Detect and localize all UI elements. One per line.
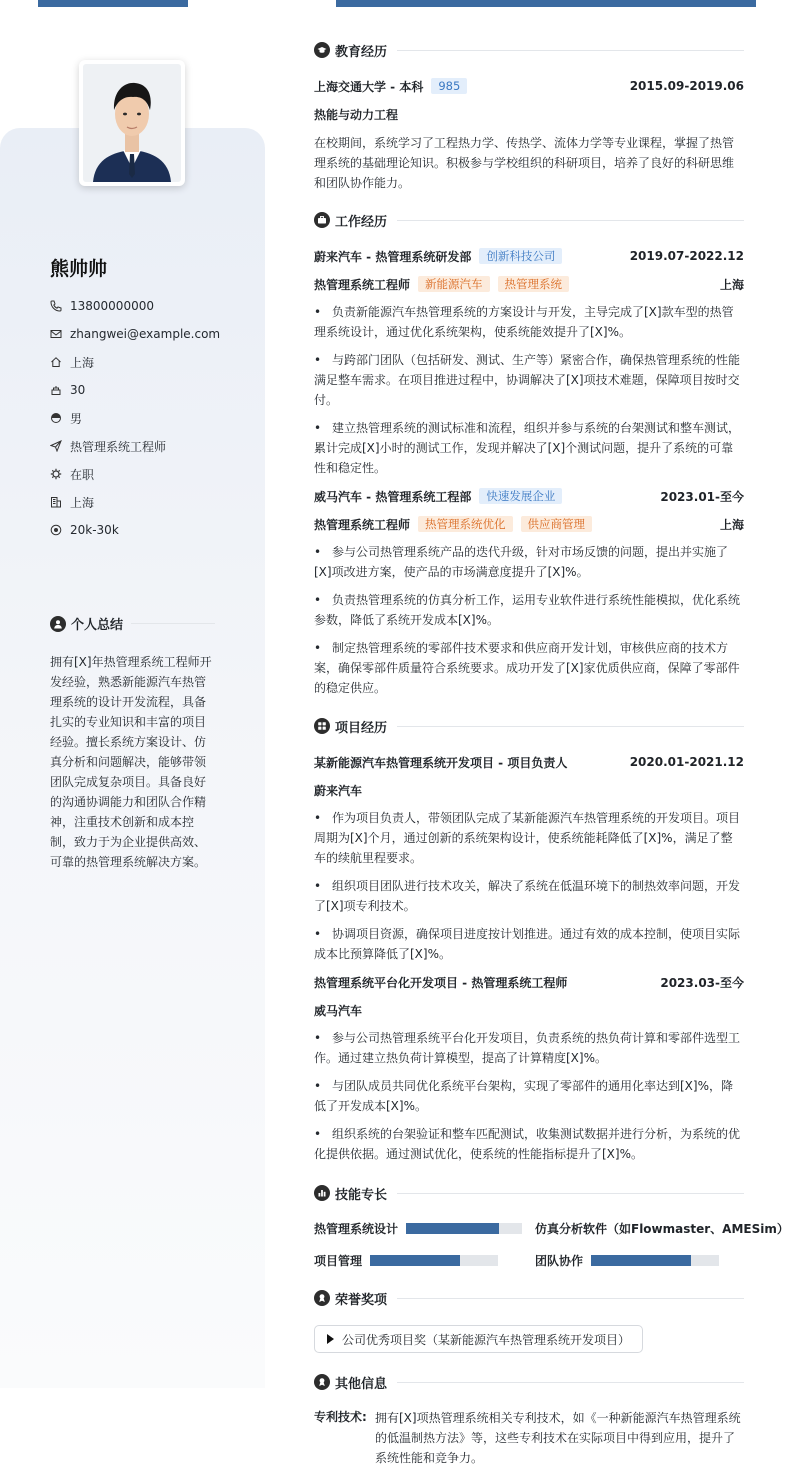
major: 热能与动力工程	[314, 107, 399, 122]
honors-heading	[314, 1285, 744, 1311]
home-icon	[50, 356, 62, 368]
skill-item	[314, 1220, 522, 1237]
triangle-right-icon	[327, 1334, 334, 1344]
summary-text: 拥有[X]年热管理系统工程师开发经验，熟悉新能源汽车热管理系统的设计开发流程，具备扎实的专业知识和丰富的项目经验。擅长系统方案设计、仿真分析和问题解决，能够带领团队完成复杂项目。具备良好的沟通协调能力和团队合作精神，注重技术创新和成本控制，致力于为企业提供高效、可靠的热管理系统解决方案。	[50, 655, 212, 869]
summary-title: 个人总结	[71, 618, 124, 633]
award-icon	[314, 1290, 330, 1306]
education-period: 2015.09-2019.06	[629, 79, 744, 93]
contact-gender-text: 男	[70, 411, 83, 426]
skill-bar-fill	[406, 1223, 499, 1234]
bar-chart-icon	[314, 1185, 330, 1201]
contact-gender	[50, 404, 250, 432]
project-company-row	[314, 1000, 744, 1020]
project-period: 2020.01-2021.12	[629, 755, 744, 769]
job-period: 2019.07-2022.12	[629, 249, 744, 263]
award-item[interactable]	[314, 1325, 643, 1353]
divider	[397, 726, 744, 727]
project-bullets	[314, 1028, 744, 1172]
divider	[397, 220, 744, 221]
job-city: 上海	[719, 277, 744, 292]
project-company: 威马汽车	[314, 1003, 363, 1018]
skill-bar	[406, 1223, 522, 1234]
skill-name: 团队协作	[535, 1254, 584, 1268]
building-icon	[50, 496, 62, 508]
education-row	[314, 76, 744, 96]
gender-icon	[50, 412, 62, 424]
divider	[397, 1193, 744, 1194]
divider	[131, 623, 215, 624]
projects-title: 项目经历	[335, 720, 388, 736]
job-tag: 热管理系统	[498, 276, 570, 292]
job-header	[314, 246, 744, 266]
project-company: 蔚来汽车	[314, 783, 363, 798]
phone-icon	[50, 300, 62, 312]
skill-name: 仿真分析软件（如Flowmaster、AMESim）	[535, 1222, 789, 1236]
project-period: 2023.03-至今	[660, 975, 744, 990]
profile-photo	[83, 64, 181, 182]
list-item: • 参与公司热管理系统平台化开发项目，负责系统的热负荷计算和零部件选型工作。通过建立热负荷计算模型，提高了计算精度[X]%。	[314, 1028, 744, 1068]
contact-status-text: 在职	[70, 467, 95, 482]
avatar	[79, 60, 185, 186]
major-row	[314, 104, 744, 124]
other-title: 其他信息	[335, 1376, 388, 1392]
skill-name: 项目管理	[314, 1254, 363, 1268]
list-item: • 组织系统的台架验证和整车匹配测试，收集测试数据并进行分析，为系统的优化提供依据。通过测试优化，使系统的性能指标提升了[X]%。	[314, 1124, 744, 1164]
status-icon	[50, 468, 62, 480]
skill-bar-fill	[591, 1255, 691, 1266]
list-item: • 负责新能源汽车热管理系统的方案设计与开发，主导完成了[X]款车型的热管理系统设计，通过优化系统架构，使系统能效提升了[X]%。	[314, 302, 744, 342]
header-accent-bar-left	[38, 0, 188, 7]
send-icon	[50, 440, 62, 452]
job-tag: 热管理系统优化	[418, 516, 513, 532]
list-item: • 与跨部门团队（包括研发、测试、生产等）紧密合作，确保热管理系统的性能满足整车需求。在项目推进过程中，协调解决了[X]项技术难题，保障项目按时交付。	[314, 350, 744, 410]
other-text: 拥有[X]项热管理系统相关专利技术，如《一种新能源汽车热管理系统的低温制热方法》等，这些专利技术在实际项目中得到应用，提升了系统性能和竞争力。	[375, 1411, 741, 1465]
job-company: 威马汽车 - 热管理系统工程部	[314, 489, 472, 504]
honors-title: 荣誉奖项	[335, 1292, 388, 1308]
skill-item	[314, 1252, 498, 1269]
list-item: • 参与公司热管理系统产品的迭代升级，针对市场反馈的问题，提出并实施了[X]项改进方案，使产品的市场满意度提升了[X]%。	[314, 542, 744, 582]
skill-bar-fill	[370, 1255, 460, 1266]
divider	[397, 1298, 744, 1299]
company-tag: 快速发展企业	[479, 488, 562, 504]
job-company: 蔚来汽车 - 热管理系统研发部	[314, 249, 472, 264]
contact-position	[50, 432, 250, 460]
company-tag: 创新科技公司	[479, 248, 562, 264]
skill-item	[535, 1220, 789, 1237]
contact-list	[50, 292, 250, 544]
skill-name: 热管理系统设计	[314, 1222, 399, 1236]
divider	[397, 50, 744, 51]
list-item: • 负责热管理系统的仿真分析工作，运用专业软件进行系统性能模拟，优化系统参数，降低了系统开发成本[X]%。	[314, 590, 744, 630]
contact-home-text: 上海	[70, 355, 95, 370]
list-item: • 制定热管理系统的零部件技术要求和供应商开发计划，审核供应商的技术方案，确保零部件质量符合系统要求。成功开发了[X]家优质供应商，保障了零部件的稳定供应。	[314, 638, 744, 698]
contact-email	[50, 320, 250, 348]
job-tag: 新能源汽车	[418, 276, 490, 292]
job-tag: 供应商管理	[521, 516, 593, 532]
project-company-row	[314, 780, 744, 800]
briefcase-icon	[314, 212, 330, 228]
skills-title: 技能专长	[335, 1187, 388, 1203]
work-title: 工作经历	[335, 214, 388, 230]
contact-age	[50, 376, 250, 404]
job-city: 上海	[719, 517, 744, 532]
user-icon	[50, 616, 66, 632]
skill-bar	[370, 1255, 498, 1266]
email-icon	[50, 328, 62, 340]
school-tag: 985	[431, 78, 467, 94]
education-desc: 在校期间，系统学习了工程热力学、传热学、流体力学等专业课程，掌握了热管理系统的基础理论知识。积极参与学校组织的科研项目，培养了良好的科研思维和团队协作能力。	[314, 136, 735, 190]
skills-heading	[314, 1180, 744, 1206]
contact-email-text: zhangwei@example.com	[70, 327, 221, 341]
age-icon	[50, 384, 62, 396]
job-role-row	[314, 274, 744, 294]
contact-city	[50, 488, 250, 516]
project-name: 某新能源汽车热管理系统开发项目 - 项目负责人	[314, 755, 568, 770]
candidate-name: 熊帅帅	[50, 258, 108, 280]
job-period: 2023.01-至今	[660, 489, 744, 504]
contact-phone	[50, 292, 250, 320]
graduation-cap-icon	[314, 42, 330, 58]
contact-salary-text: 20k-30k	[70, 523, 119, 537]
job-bullets	[314, 542, 744, 706]
list-item: • 协调项目资源，确保项目进度按计划推进。通过有效的成本控制，使项目实际成本比预算降低了[X]%。	[314, 924, 744, 964]
contact-phone-text: 13800000000	[70, 299, 154, 313]
project-header	[314, 972, 744, 992]
skill-bar	[591, 1255, 719, 1266]
project-header	[314, 752, 744, 772]
job-role: 热管理系统工程师	[314, 517, 411, 532]
job-role-row	[314, 514, 744, 534]
education-heading	[314, 37, 744, 63]
salary-icon	[50, 524, 62, 536]
summary-heading	[50, 614, 215, 633]
contact-home	[50, 348, 250, 376]
contact-city-text: 上海	[70, 495, 95, 510]
projects-heading	[314, 713, 744, 739]
grid-icon	[314, 718, 330, 734]
contact-position-text: 热管理系统工程师	[70, 439, 167, 454]
contact-salary	[50, 516, 250, 544]
list-item: • 建立热管理系统的测试标准和流程，组织并参与系统的台架测试和整车测试，累计完成[X]小时的测试工作，发现并解决了[X]个测试问题，提升了系统的可靠性和稳定性。	[314, 418, 744, 478]
project-bullets	[314, 808, 744, 972]
award-text: 公司优秀项目奖（某新能源汽车热管理系统开发项目）	[342, 1332, 631, 1347]
contact-status	[50, 460, 250, 488]
skill-item	[535, 1252, 719, 1269]
divider	[397, 1382, 744, 1383]
job-header	[314, 486, 744, 506]
other-label: 专利技术:	[314, 1410, 367, 1424]
school-name: 上海交通大学 - 本科	[314, 79, 424, 94]
list-item: • 组织项目团队进行技术攻关，解决了系统在低温环境下的制热效率问题，开发了[X]项专利技术。	[314, 876, 744, 916]
project-name: 热管理系统平台化开发项目 - 热管理系统工程师	[314, 975, 568, 990]
award-icon	[314, 1374, 330, 1390]
list-item: • 与团队成员共同优化系统平台架构，实现了零部件的通用化率达到[X]%，降低了开发成本[X]%。	[314, 1076, 744, 1116]
work-heading	[314, 207, 744, 233]
other-heading	[314, 1369, 744, 1395]
education-title: 教育经历	[335, 44, 388, 60]
job-bullets	[314, 302, 744, 486]
header-accent-bar-right	[336, 0, 756, 7]
list-item: • 作为项目负责人，带领团队完成了某新能源汽车热管理系统的开发项目。项目周期为[X]个月，通过创新的系统架构设计，使系统能耗降低了[X]%，满足了整车的续航里程要求。	[314, 808, 744, 868]
contact-age-text: 30	[70, 383, 86, 397]
job-role: 热管理系统工程师	[314, 277, 411, 292]
